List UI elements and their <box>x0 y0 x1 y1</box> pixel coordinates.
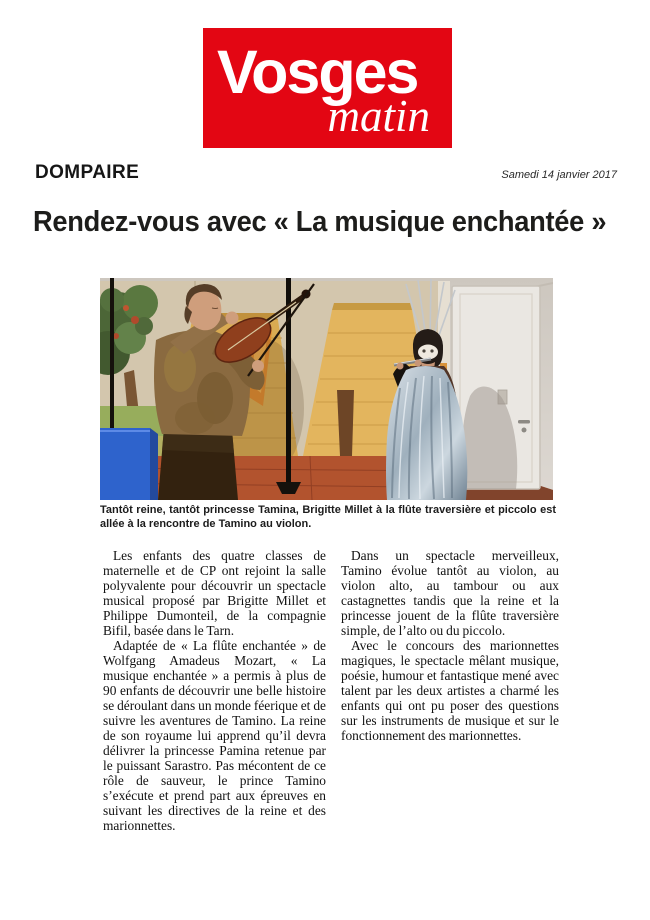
photo-caption: Tantôt reine, tantôt princesse Tamina, Brigitte Millet à la flûte traversière et piccolo est allée à la rencontre de Tamino au violon. <box>100 504 556 530</box>
article-photo <box>100 278 553 500</box>
paragraph: Avec le concours des marionnettes magiques, le spectacle mêlant musique, poésie, humour et fantastique mené avec talent par les deux artistes a charmé les enfants qui ont pu poser des questions sur les instruments de musique et sur le fonctionnement des marionnettes. <box>341 638 559 743</box>
masthead-logo <box>203 28 452 148</box>
paragraph: Les enfants des quatre classes de maternelle et de CP ont rejoint la salle polyvalente pour découvrir un spectacle musical proposé par Brigitte Millet et Philippe Dumonteil, de la compagnie Bifil, basée dans le Tarn. <box>103 548 326 638</box>
white-mask <box>418 345 438 360</box>
stage-scene-illustration <box>100 278 553 500</box>
blue-stand <box>100 428 158 500</box>
column-left <box>103 548 326 833</box>
masthead-title: Vosges <box>217 38 418 106</box>
article-title: Rendez-vous avec « La musique enchantée » <box>33 206 607 238</box>
section-label: DOMPAIRE <box>35 162 140 183</box>
paragraph: Adaptée de « La flûte enchantée » de Wolfgang Amadeus Mozart, « La musique enchantée » a permis à plus de 90 enfants de découvrir une belle histoire se déroulant dans un monde féerique et de suivre les aventures de Tamino. La reine de son royaume lui apprend qu’il devra délivrer la princesse Pamina retenue par le puissant Sarastro. Pas mécontent de ce rôle de sauveur, le prince Tamino s’exécute et prend part aux épreuves en suivant les directives de la reine et des marionnettes. <box>103 638 326 833</box>
article-body <box>103 548 559 833</box>
paragraph: Dans un spectacle merveilleux, Tamino évolue tantôt au violon, au violon alto, au tambour ou aux castagnettes tandis que la reine et la princesse jouent de la flûte traversière simple, de l’alto ou du piccolo. <box>341 548 559 638</box>
column-right <box>341 548 559 833</box>
door-handle <box>518 420 530 424</box>
date-label: Samedi 14 janvier 2017 <box>501 169 617 181</box>
masthead-subtitle: matin <box>327 91 430 141</box>
